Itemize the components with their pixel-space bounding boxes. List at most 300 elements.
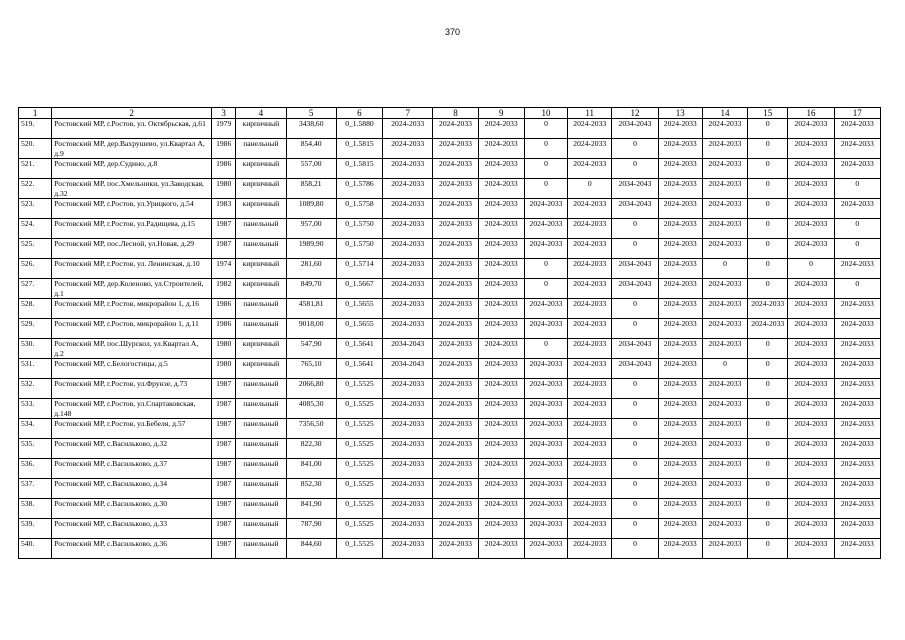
period-col-12-cell: 0 (612, 379, 658, 399)
period-col-9-cell: 2024-2033 (478, 139, 524, 159)
area-cell: 858,21 (286, 179, 336, 199)
period-col-16-cell: 2024-2033 (788, 379, 834, 399)
priority-index-cell: 0_1.5525 (336, 539, 382, 559)
column-header-4: 4 (236, 108, 286, 119)
period-col-14-cell: 2024-2033 (702, 419, 747, 439)
column-header-11: 11 (568, 108, 612, 119)
period-col-17-cell: 2024-2033 (834, 139, 880, 159)
table-row (19, 379, 881, 399)
period-col-10-cell: 2024-2033 (524, 519, 567, 539)
period-col-8-cell: 2024-2033 (433, 519, 478, 539)
period-col-16-cell: 2024-2033 (788, 179, 834, 199)
priority-index-cell: 0_1.5667 (336, 279, 382, 299)
wall-material-cell: панельный (236, 519, 286, 539)
period-col-13-cell: 2024-2033 (658, 459, 702, 479)
period-col-13-cell: 2024-2033 (658, 219, 702, 239)
period-col-8-cell: 2024-2033 (433, 359, 478, 379)
period-col-15-cell: 2024-2033 (748, 299, 788, 319)
period-col-8-cell: 2024-2033 (433, 199, 478, 219)
period-col-12-cell: 0 (612, 519, 658, 539)
period-col-13-cell: 2024-2033 (658, 319, 702, 339)
period-col-17-cell: 2024-2033 (834, 519, 880, 539)
period-col-13-cell: 2024-2033 (658, 379, 702, 399)
period-col-12-cell: 2034-2043 (612, 179, 658, 199)
row-number-cell: 539. (19, 519, 52, 539)
period-col-8-cell: 2024-2033 (433, 119, 478, 139)
period-col-7-cell: 2024-2033 (383, 319, 433, 339)
period-col-9-cell: 2024-2033 (478, 419, 524, 439)
period-col-13-cell: 2024-2033 (658, 259, 702, 279)
period-col-15-cell: 0 (748, 439, 788, 459)
period-col-8-cell: 2024-2033 (433, 459, 478, 479)
period-col-17-cell: 2024-2033 (834, 359, 880, 379)
period-col-12-cell: 0 (612, 299, 658, 319)
row-number-cell: 530. (19, 339, 52, 359)
table-row (19, 419, 881, 439)
period-col-11-cell: 2024-2033 (568, 159, 612, 179)
period-col-12-cell: 0 (612, 479, 658, 499)
period-col-9-cell: 2024-2033 (478, 239, 524, 259)
column-header-17: 17 (834, 108, 880, 119)
period-col-11-cell: 2024-2033 (568, 499, 612, 519)
period-col-7-cell: 2024-2033 (383, 499, 433, 519)
period-col-16-cell: 2024-2033 (788, 539, 834, 559)
table-row (19, 319, 881, 339)
period-col-10-cell: 2024-2033 (524, 359, 567, 379)
period-col-17-cell: 2024-2033 (834, 459, 880, 479)
wall-material-cell: кирпичный (236, 359, 286, 379)
period-col-16-cell: 2024-2033 (788, 139, 834, 159)
area-cell: 822,30 (286, 439, 336, 459)
period-col-9-cell: 2024-2033 (478, 159, 524, 179)
area-cell: 841,00 (286, 459, 336, 479)
period-col-12-cell: 0 (612, 499, 658, 519)
row-number-cell: 522. (19, 179, 52, 199)
wall-material-cell: панельный (236, 139, 286, 159)
period-col-7-cell: 2034-2043 (383, 359, 433, 379)
row-number-cell: 525. (19, 239, 52, 259)
address-cell: Ростовский МР, пос.Хмельники, ул.Заводская, д.32 (52, 179, 212, 199)
period-col-8-cell: 2024-2033 (433, 159, 478, 179)
priority-index-cell: 0_1.5525 (336, 419, 382, 439)
period-col-12-cell: 0 (612, 219, 658, 239)
priority-index-cell: 0_1.5714 (336, 259, 382, 279)
period-col-11-cell: 2024-2033 (568, 239, 612, 259)
period-col-16-cell: 2024-2033 (788, 439, 834, 459)
period-col-11-cell: 2024-2033 (568, 439, 612, 459)
period-col-11-cell: 2024-2033 (568, 339, 612, 359)
build-year-cell: 1987 (212, 479, 236, 499)
wall-material-cell: кирпичный (236, 339, 286, 359)
period-col-7-cell: 2024-2033 (383, 419, 433, 439)
row-number-cell: 531. (19, 359, 52, 379)
table-row (19, 439, 881, 459)
period-col-7-cell: 2024-2033 (383, 119, 433, 139)
period-col-12-cell: 0 (612, 139, 658, 159)
row-number-cell: 528. (19, 299, 52, 319)
period-col-10-cell: 2024-2033 (524, 299, 567, 319)
column-header-6: 6 (336, 108, 382, 119)
priority-index-cell: 0_1.5750 (336, 219, 382, 239)
period-col-10-cell: 2024-2033 (524, 439, 567, 459)
row-number-cell: 535. (19, 439, 52, 459)
area-cell: 2066,80 (286, 379, 336, 399)
priority-index-cell: 0_1.5655 (336, 319, 382, 339)
period-col-10-cell: 2024-2033 (524, 379, 567, 399)
period-col-13-cell: 2024-2033 (658, 159, 702, 179)
period-col-10-cell: 2024-2033 (524, 419, 567, 439)
period-col-10-cell: 2024-2033 (524, 499, 567, 519)
period-col-11-cell: 2024-2033 (568, 119, 612, 139)
row-number-cell: 519. (19, 119, 52, 139)
period-col-15-cell: 0 (748, 359, 788, 379)
address-cell: Ростовский МР, с.Васильково, д.32 (52, 439, 212, 459)
period-col-14-cell: 2024-2033 (702, 339, 747, 359)
period-col-17-cell: 2024-2033 (834, 159, 880, 179)
address-cell: Ростовский МР, г.Ростов, микрорайон 1, д.16 (52, 299, 212, 319)
column-header-15: 15 (748, 108, 788, 119)
period-col-13-cell: 2024-2033 (658, 419, 702, 439)
table-row (19, 159, 881, 179)
row-number-cell: 537. (19, 479, 52, 499)
period-col-17-cell: 2024-2033 (834, 439, 880, 459)
period-col-10-cell: 2024-2033 (524, 219, 567, 239)
period-col-9-cell: 2024-2033 (478, 279, 524, 299)
period-col-13-cell: 2024-2033 (658, 359, 702, 379)
period-col-9-cell: 2024-2033 (478, 379, 524, 399)
period-col-16-cell: 2024-2033 (788, 479, 834, 499)
period-col-13-cell: 2024-2033 (658, 479, 702, 499)
row-number-cell: 536. (19, 459, 52, 479)
table-row (19, 359, 881, 379)
build-year-cell: 1987 (212, 459, 236, 479)
build-year-cell: 1987 (212, 239, 236, 259)
period-col-7-cell: 2024-2033 (383, 459, 433, 479)
period-col-14-cell: 2024-2033 (702, 499, 747, 519)
address-cell: Ростовский МР, с.Васильково, д.36 (52, 539, 212, 559)
address-cell: Ростовский МР, пос.Лесной, ул.Новая, д.29 (52, 239, 212, 259)
build-year-cell: 1987 (212, 219, 236, 239)
priority-index-cell: 0_1.5758 (336, 199, 382, 219)
housing-registry-table (18, 107, 881, 559)
period-col-10-cell: 2024-2033 (524, 479, 567, 499)
table-row (19, 299, 881, 319)
period-col-10-cell: 2024-2033 (524, 459, 567, 479)
period-col-9-cell: 2024-2033 (478, 219, 524, 239)
period-col-10-cell: 0 (524, 119, 567, 139)
period-col-9-cell: 2024-2033 (478, 119, 524, 139)
address-cell: Ростовский МР, дер.Вахрушево, ул.Квартал А, д.9 (52, 139, 212, 159)
build-year-cell: 1987 (212, 399, 236, 419)
address-cell: Ростовский МР, с.Васильково, д.33 (52, 519, 212, 539)
period-col-16-cell: 2024-2033 (788, 319, 834, 339)
period-col-12-cell: 0 (612, 419, 658, 439)
period-col-8-cell: 2024-2033 (433, 219, 478, 239)
build-year-cell: 1987 (212, 439, 236, 459)
build-year-cell: 1987 (212, 539, 236, 559)
wall-material-cell: кирпичный (236, 279, 286, 299)
period-col-9-cell: 2024-2033 (478, 199, 524, 219)
period-col-12-cell: 0 (612, 399, 658, 419)
address-cell: Ростовский МР, г.Ростов, микрорайон 1, д.11 (52, 319, 212, 339)
table-row (19, 279, 881, 299)
period-col-9-cell: 2024-2033 (478, 479, 524, 499)
area-cell: 7356,50 (286, 419, 336, 439)
period-col-12-cell: 0 (612, 319, 658, 339)
period-col-7-cell: 2024-2033 (383, 279, 433, 299)
period-col-14-cell: 0 (702, 359, 747, 379)
period-col-16-cell: 2024-2033 (788, 359, 834, 379)
table-row (19, 199, 881, 219)
period-col-10-cell: 0 (524, 279, 567, 299)
page-number: 370 (444, 27, 461, 37)
period-col-11-cell: 2024-2033 (568, 259, 612, 279)
period-col-15-cell: 0 (748, 339, 788, 359)
period-col-8-cell: 2024-2033 (433, 339, 478, 359)
period-col-13-cell: 2024-2033 (658, 399, 702, 419)
period-col-10-cell: 2024-2033 (524, 539, 567, 559)
period-col-7-cell: 2024-2033 (383, 479, 433, 499)
period-col-14-cell: 2024-2033 (702, 479, 747, 499)
period-col-17-cell: 2024-2033 (834, 199, 880, 219)
period-col-7-cell: 2024-2033 (383, 159, 433, 179)
row-number-cell: 523. (19, 199, 52, 219)
area-cell: 841,90 (286, 499, 336, 519)
period-col-12-cell: 0 (612, 239, 658, 259)
priority-index-cell: 0_1.5525 (336, 459, 382, 479)
period-col-17-cell: 2024-2033 (834, 339, 880, 359)
period-col-16-cell: 2024-2033 (788, 519, 834, 539)
period-col-12-cell: 2034-2043 (612, 359, 658, 379)
period-col-7-cell: 2024-2033 (383, 439, 433, 459)
row-number-cell: 521. (19, 159, 52, 179)
period-col-11-cell: 2024-2033 (568, 299, 612, 319)
period-col-16-cell: 2024-2033 (788, 499, 834, 519)
period-col-12-cell: 0 (612, 459, 658, 479)
period-col-12-cell: 0 (612, 439, 658, 459)
area-cell: 1089,80 (286, 199, 336, 219)
period-col-10-cell: 0 (524, 179, 567, 199)
build-year-cell: 1982 (212, 279, 236, 299)
row-number-cell: 533. (19, 399, 52, 419)
area-cell: 765,10 (286, 359, 336, 379)
address-cell: Ростовский МР, с.Белогостицы, д.5 (52, 359, 212, 379)
table-row (19, 519, 881, 539)
wall-material-cell: кирпичный (236, 119, 286, 139)
column-header-10: 10 (524, 108, 567, 119)
period-col-13-cell: 2024-2033 (658, 339, 702, 359)
period-col-11-cell: 2024-2033 (568, 199, 612, 219)
period-col-15-cell: 0 (748, 259, 788, 279)
period-col-9-cell: 2024-2033 (478, 319, 524, 339)
table-body (19, 119, 881, 559)
row-number-cell: 527. (19, 279, 52, 299)
period-col-17-cell: 2024-2033 (834, 379, 880, 399)
period-col-14-cell: 2024-2033 (702, 139, 747, 159)
period-col-11-cell: 2024-2033 (568, 219, 612, 239)
wall-material-cell: кирпичный (236, 159, 286, 179)
period-col-8-cell: 2024-2033 (433, 379, 478, 399)
period-col-7-cell: 2024-2033 (383, 379, 433, 399)
area-cell: 844,60 (286, 539, 336, 559)
period-col-10-cell: 2024-2033 (524, 319, 567, 339)
table-row (19, 139, 881, 159)
period-col-13-cell: 2024-2033 (658, 439, 702, 459)
period-col-14-cell: 2024-2033 (702, 199, 747, 219)
wall-material-cell: панельный (236, 479, 286, 499)
column-header-13: 13 (658, 108, 702, 119)
period-col-14-cell: 2024-2033 (702, 119, 747, 139)
wall-material-cell: панельный (236, 219, 286, 239)
wall-material-cell: кирпичный (236, 199, 286, 219)
build-year-cell: 1980 (212, 359, 236, 379)
address-cell: Ростовский МР, с.Васильково, д.30 (52, 499, 212, 519)
table-row (19, 259, 881, 279)
priority-index-cell: 0_1.5750 (336, 239, 382, 259)
period-col-16-cell: 2024-2033 (788, 239, 834, 259)
period-col-11-cell: 2024-2033 (568, 419, 612, 439)
table-row (19, 179, 881, 199)
address-cell: Ростовский МР, г.Ростов, ул. Ленинская, д.10 (52, 259, 212, 279)
address-cell: Ростовский МР, г.Ростов, ул.Радищева, д.15 (52, 219, 212, 239)
period-col-15-cell: 0 (748, 419, 788, 439)
address-cell: Ростовский МР, г.Ростов, ул.Бебеля, д.57 (52, 419, 212, 439)
period-col-12-cell: 0 (612, 539, 658, 559)
period-col-8-cell: 2024-2033 (433, 439, 478, 459)
period-col-15-cell: 0 (748, 199, 788, 219)
column-header-16: 16 (788, 108, 834, 119)
period-col-9-cell: 2024-2033 (478, 459, 524, 479)
period-col-14-cell: 2024-2033 (702, 279, 747, 299)
area-cell: 3438,60 (286, 119, 336, 139)
period-col-13-cell: 2024-2033 (658, 279, 702, 299)
area-cell: 4085,30 (286, 399, 336, 419)
period-col-15-cell: 0 (748, 159, 788, 179)
period-col-14-cell: 2024-2033 (702, 539, 747, 559)
period-col-12-cell: 2034-2043 (612, 199, 658, 219)
column-header-3: 3 (212, 108, 236, 119)
area-cell: 281,60 (286, 259, 336, 279)
period-col-8-cell: 2024-2033 (433, 419, 478, 439)
column-header-8: 8 (433, 108, 478, 119)
period-col-11-cell: 2024-2033 (568, 519, 612, 539)
table-row (19, 459, 881, 479)
area-cell: 957,00 (286, 219, 336, 239)
period-col-11-cell: 2024-2033 (568, 359, 612, 379)
period-col-8-cell: 2024-2033 (433, 479, 478, 499)
priority-index-cell: 0_1.5641 (336, 359, 382, 379)
wall-material-cell: панельный (236, 459, 286, 479)
period-col-16-cell: 2024-2033 (788, 159, 834, 179)
period-col-16-cell: 2024-2033 (788, 399, 834, 419)
period-col-15-cell: 0 (748, 139, 788, 159)
period-col-8-cell: 2024-2033 (433, 499, 478, 519)
row-number-cell: 540. (19, 539, 52, 559)
address-cell: Ростовский МР, с.Васильково, д.37 (52, 459, 212, 479)
row-number-cell: 532. (19, 379, 52, 399)
build-year-cell: 1980 (212, 179, 236, 199)
period-col-7-cell: 2024-2033 (383, 139, 433, 159)
period-col-15-cell: 0 (748, 519, 788, 539)
row-number-cell: 520. (19, 139, 52, 159)
period-col-15-cell: 2024-2033 (748, 319, 788, 339)
header-row (19, 108, 881, 119)
period-col-14-cell: 2024-2033 (702, 179, 747, 199)
period-col-11-cell: 0 (568, 179, 612, 199)
table-row (19, 539, 881, 559)
period-col-9-cell: 2024-2033 (478, 539, 524, 559)
period-col-8-cell: 2024-2033 (433, 279, 478, 299)
period-col-17-cell: 2024-2033 (834, 299, 880, 319)
period-col-8-cell: 2024-2033 (433, 539, 478, 559)
period-col-15-cell: 0 (748, 119, 788, 139)
period-col-13-cell: 2024-2033 (658, 179, 702, 199)
period-col-16-cell: 2024-2033 (788, 339, 834, 359)
area-cell: 9018,00 (286, 319, 336, 339)
period-col-7-cell: 2024-2033 (383, 179, 433, 199)
priority-index-cell: 0_1.5525 (336, 499, 382, 519)
wall-material-cell: панельный (236, 399, 286, 419)
period-col-14-cell: 2024-2033 (702, 219, 747, 239)
area-cell: 852,30 (286, 479, 336, 499)
period-col-10-cell: 2024-2033 (524, 199, 567, 219)
period-col-16-cell: 2024-2033 (788, 119, 834, 139)
period-col-10-cell: 0 (524, 139, 567, 159)
address-cell: Ростовский МР, г.Ростов, ул.Урицкого, д.54 (52, 199, 212, 219)
period-col-7-cell: 2024-2033 (383, 259, 433, 279)
period-col-15-cell: 0 (748, 399, 788, 419)
period-col-16-cell: 2024-2033 (788, 199, 834, 219)
period-col-8-cell: 2024-2033 (433, 259, 478, 279)
period-col-15-cell: 0 (748, 239, 788, 259)
priority-index-cell: 0_1.5815 (336, 139, 382, 159)
column-header-14: 14 (702, 108, 747, 119)
wall-material-cell: кирпичный (236, 179, 286, 199)
table-row (19, 479, 881, 499)
period-col-13-cell: 2024-2033 (658, 299, 702, 319)
period-col-15-cell: 0 (748, 539, 788, 559)
area-cell: 1989,90 (286, 239, 336, 259)
address-cell: Ростовский МР, г.Ростов, ул.Спартаковская, д.148 (52, 399, 212, 419)
build-year-cell: 1986 (212, 139, 236, 159)
priority-index-cell: 0_1.5525 (336, 439, 382, 459)
period-col-12-cell: 2034-2043 (612, 259, 658, 279)
priority-index-cell: 0_1.5880 (336, 119, 382, 139)
build-year-cell: 1986 (212, 159, 236, 179)
period-col-17-cell: 0 (834, 179, 880, 199)
table-row (19, 339, 881, 359)
period-col-17-cell: 0 (834, 279, 880, 299)
area-cell: 547,90 (286, 339, 336, 359)
column-header-1: 1 (19, 108, 52, 119)
period-col-14-cell: 2024-2033 (702, 459, 747, 479)
area-cell: 787,90 (286, 519, 336, 539)
period-col-7-cell: 2024-2033 (383, 239, 433, 259)
period-col-13-cell: 2024-2033 (658, 119, 702, 139)
period-col-7-cell: 2024-2033 (383, 539, 433, 559)
period-col-12-cell: 2034-2043 (612, 279, 658, 299)
wall-material-cell: панельный (236, 299, 286, 319)
column-header-12: 12 (612, 108, 658, 119)
row-number-cell: 534. (19, 419, 52, 439)
build-year-cell: 1987 (212, 499, 236, 519)
address-cell: Ростовский МР, пос.Шурскол, ул.Квартал А, д.2 (52, 339, 212, 359)
period-col-7-cell: 2024-2033 (383, 399, 433, 419)
table-row (19, 119, 881, 139)
table-row (19, 239, 881, 259)
period-col-9-cell: 2024-2033 (478, 299, 524, 319)
column-header-5: 5 (286, 108, 336, 119)
